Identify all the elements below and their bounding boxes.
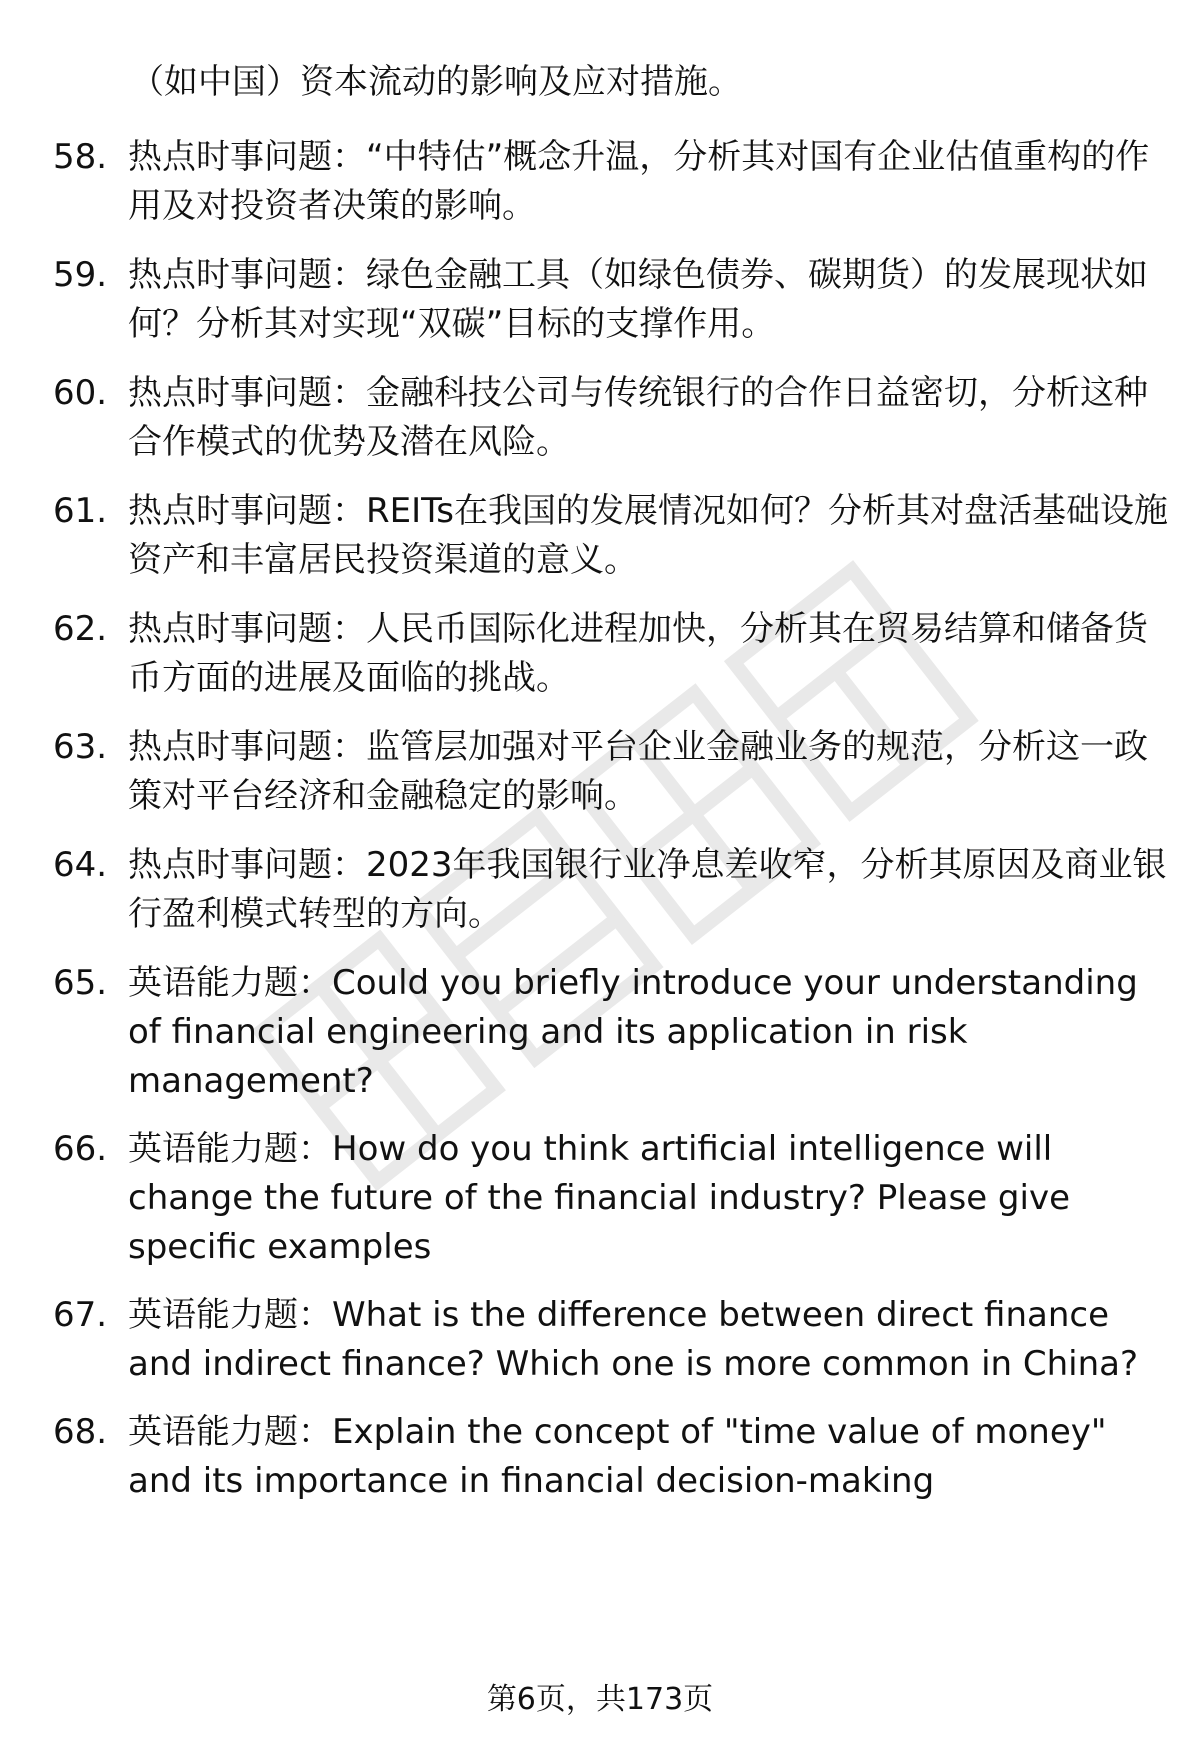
question-item-63 xyxy=(0,723,1200,821)
page-number-footer: 第6页，共173页 xyxy=(486,1682,714,1717)
question-item-64 xyxy=(0,841,1200,939)
question-number: 68. xyxy=(53,1412,108,1452)
question-text: 英语能力题：How do you think artificial intelligence will change the future of the financial industry? Please give specific examples xyxy=(128,1129,1070,1267)
question-item-61 xyxy=(0,487,1200,585)
question-text: 热点时事问题：REITs在我国的发展情况如何？分析其对盘活基础设施资产和丰富居民投资渠道的意义。 xyxy=(128,491,1168,580)
question-item-58 xyxy=(0,133,1200,231)
question-item-60 xyxy=(0,369,1200,467)
question-number: 59. xyxy=(53,255,108,295)
question-text: 热点时事问题：监管层加强对平台企业金融业务的规范，分析这一政策对平台经济和金融稳定的影响。 xyxy=(128,727,1148,816)
question-number: 65. xyxy=(53,963,108,1003)
question-item-59 xyxy=(0,251,1200,349)
question-item-67 xyxy=(0,1291,1200,1389)
question-list xyxy=(0,133,1200,1506)
question-text: 英语能力题：Explain the concept of "time value of money" and its importance in financial decision-making xyxy=(128,1412,1107,1501)
question-text: 英语能力题：Could you briefly introduce your understanding of financial engineering and its application in risk management? xyxy=(128,963,1138,1101)
question-item-66 xyxy=(0,1125,1200,1272)
question-item-68 xyxy=(0,1408,1200,1506)
continuation-text: （如中国）资本流动的影响及应对措施。 xyxy=(130,62,742,102)
question-text: 热点时事问题：人民币国际化进程加快，分析其在贸易结算和储备货币方面的进展及面临的挑战。 xyxy=(128,609,1148,698)
question-text: 热点时事问题：“中特估”概念升温，分析其对国有企业估值重构的作用及对投资者决策的影响。 xyxy=(128,137,1150,226)
question-number: 63. xyxy=(53,727,108,767)
question-text: 英语能力题：What is the difference between direct finance and indirect finance? Which one is more common in China? xyxy=(128,1295,1139,1384)
question-text: 热点时事问题：绿色金融工具（如绿色债券、碳期货）的发展现状如何？分析其对实现“双碳”目标的支撑作用。 xyxy=(128,255,1148,344)
question-item-62 xyxy=(0,605,1200,703)
question-item-65 xyxy=(0,959,1200,1106)
question-number: 61. xyxy=(53,491,108,531)
question-number: 67. xyxy=(53,1295,108,1335)
question-number: 58. xyxy=(53,137,108,177)
question-number: 60. xyxy=(53,373,108,413)
question-text: 热点时事问题：金融科技公司与传统银行的合作日益密切，分析这种合作模式的优势及潜在风险。 xyxy=(128,373,1148,462)
question-text: 热点时事问题：2023年我国银行业净息差收窄，分析其原因及商业银行盈利模式转型的方向。 xyxy=(128,845,1167,934)
question-number: 64. xyxy=(53,845,108,885)
question-number: 62. xyxy=(53,609,108,649)
question-number: 66. xyxy=(53,1129,108,1169)
